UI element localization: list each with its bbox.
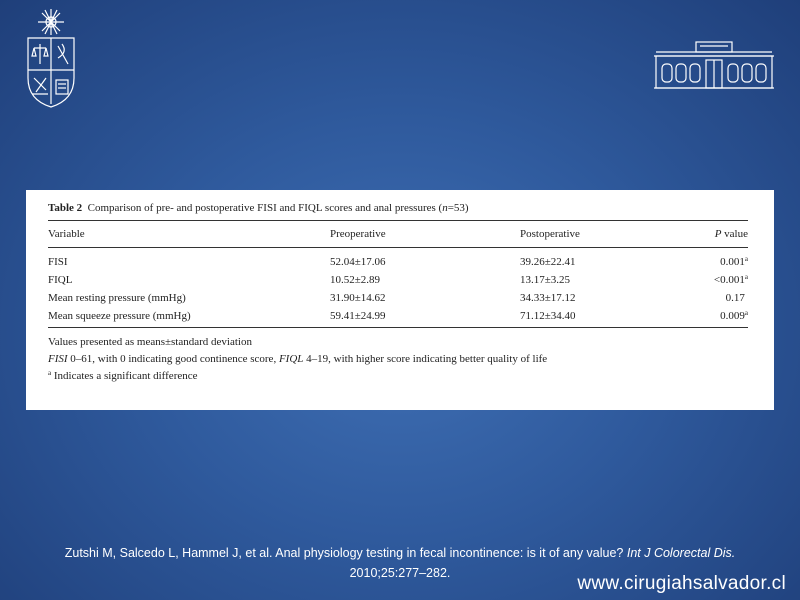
row-postoperative: 34.33±17.12 xyxy=(520,292,576,304)
header-p-italic: P xyxy=(714,228,722,240)
citation-line-2: 2010;25:277–282. xyxy=(349,566,451,580)
citation-line-1 xyxy=(0,543,800,563)
caption-n: n xyxy=(442,202,448,214)
row-variable: Mean squeeze pressure (mmHg) xyxy=(48,310,191,322)
table-row xyxy=(48,289,748,307)
row-preoperative: 31.90±14.62 xyxy=(330,292,386,304)
note-significance xyxy=(48,368,748,385)
row-postoperative: 39.26±22.41 xyxy=(520,256,576,268)
note-means: Values presented as means±standard deviation xyxy=(48,336,252,348)
note-fiql-text: 4–19, with higher score indicating better quality of life xyxy=(303,353,548,365)
header-postoperative: Postoperative xyxy=(520,228,580,240)
header-preoperative: Preoperative xyxy=(330,228,386,240)
header-p-rest: value xyxy=(721,228,748,240)
table-row xyxy=(48,271,748,289)
row-p-value xyxy=(650,289,748,307)
row-variable: FIQL xyxy=(48,274,73,286)
citation-text: Zutshi M, Salcedo L, Hammel J, et al. Anal physiology testing in fecal incontinence: is it of any value? xyxy=(64,546,627,560)
row-preoperative: 10.52±2.89 xyxy=(330,274,381,286)
p-value: 0.001 xyxy=(720,256,745,268)
p-value: 0.009 xyxy=(720,310,745,322)
row-preoperative: 59.41±24.99 xyxy=(330,310,386,322)
note-scales xyxy=(48,351,748,368)
note-significance-text: Indicates a significant difference xyxy=(51,370,198,382)
caption-text: Comparison of pre- and postoperative FISI and FIQL scores and anal pressures ( xyxy=(87,202,443,214)
row-p-value xyxy=(650,271,748,289)
row-postoperative: 71.12±34.40 xyxy=(520,310,576,322)
footnote-marker: a xyxy=(744,309,748,317)
citation-journal: Int J Colorectal Dis. xyxy=(626,546,736,560)
header-p-value xyxy=(650,221,748,247)
table-label: Table 2 xyxy=(48,202,83,214)
footnote-marker: a xyxy=(744,255,748,263)
table-header-row xyxy=(48,221,748,247)
row-p-value xyxy=(650,253,748,271)
table-row xyxy=(48,307,748,325)
hospital-building-icon xyxy=(652,40,776,92)
table-notes xyxy=(48,328,748,385)
table-body xyxy=(48,248,748,327)
row-postoperative: 13.17±3.25 xyxy=(520,274,571,286)
row-variable: FISI xyxy=(48,256,68,268)
p-value: 0.17 xyxy=(725,292,745,304)
note-fisi-text: 0–61, with 0 indicating good continence score, xyxy=(67,353,279,365)
table-figure xyxy=(26,190,774,410)
caption-n-value: =53) xyxy=(447,202,469,214)
university-crest-icon xyxy=(22,8,80,108)
table-row xyxy=(48,253,748,271)
header-variable: Variable xyxy=(48,228,85,240)
note-fisi: FISI xyxy=(48,353,68,365)
row-variable: Mean resting pressure (mmHg) xyxy=(48,292,186,304)
footnote-marker: a xyxy=(744,273,748,281)
footnote-marker: a xyxy=(48,369,52,377)
p-value: <0.001 xyxy=(713,274,745,286)
note-fiql: FIQL xyxy=(278,353,304,365)
website-url: www.cirugiahsalvador.cl xyxy=(577,573,786,594)
row-preoperative: 52.04±17.06 xyxy=(330,256,386,268)
row-p-value xyxy=(650,307,748,325)
table-caption xyxy=(48,200,748,216)
